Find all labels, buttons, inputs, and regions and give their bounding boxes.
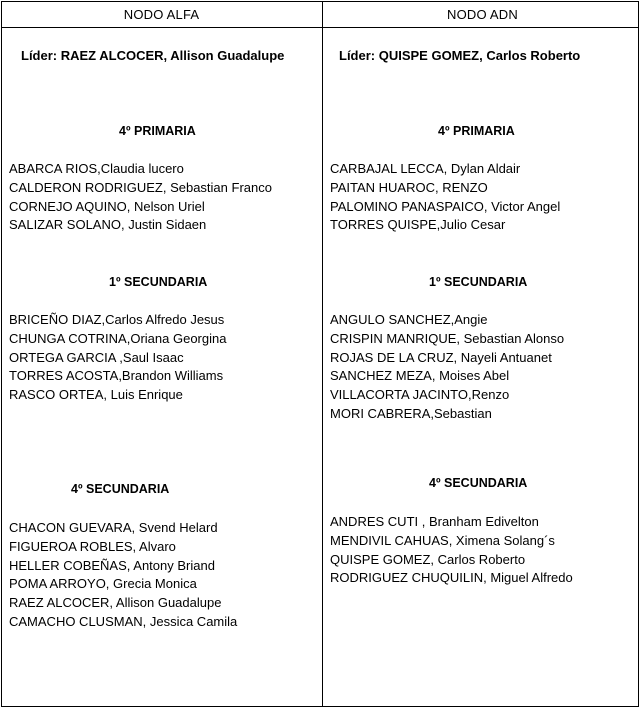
list-item: ANDRES CUTI , Branham Edivelton <box>330 514 539 529</box>
list-item: SANCHEZ MEZA, Moises Abel <box>330 368 510 384</box>
list-item: ANGULO SANCHEZ,Angie <box>330 312 488 327</box>
section-title: 1º SECUNDARIA <box>429 275 528 289</box>
student-list <box>9 160 272 235</box>
list-item: POMA ARROYO, Grecia Monica <box>9 576 197 592</box>
list-item: CRISPIN MANRIQUE, Sebastian Alonso <box>330 330 565 346</box>
column-header: NODO ADN <box>447 7 518 22</box>
list-item: CAMACHO CLUSMAN, Jessica Camila <box>9 613 238 629</box>
list-item: CALDERON RODRIGUEZ, Sebastian Franco <box>9 179 272 195</box>
leader-label: Líder: QUISPE GOMEZ, Carlos Roberto <box>339 48 581 63</box>
list-item: RASCO ORTEA, Luis Enrique <box>9 387 183 403</box>
leader-label: Líder: RAEZ ALCOCER, Allison Guadalupe <box>21 48 285 63</box>
section-title: 4º PRIMARIA <box>119 124 196 138</box>
list-item: PALOMINO PANASPAICO, Victor Angel <box>330 198 561 214</box>
section-title: 1º SECUNDARIA <box>109 275 208 289</box>
student-list <box>330 311 564 424</box>
list-item: CORNEJO AQUINO, Nelson Uriel <box>9 198 205 214</box>
list-item: CARBAJAL LECCA, Dylan Aldair <box>330 161 521 176</box>
list-item: ABARCA RIOS,Claudia lucero <box>9 161 184 176</box>
list-item: ORTEGA GARCIA ,Saul Isaac <box>9 349 184 365</box>
student-list <box>330 513 573 588</box>
list-item: PAITAN HUAROC, RENZO <box>330 179 488 195</box>
column-nodo-alfa <box>2 2 321 706</box>
column-nodo-adn <box>323 2 642 706</box>
list-item: CHACON GUEVARA, Svend Helard <box>9 520 218 535</box>
list-item: RAEZ ALCOCER, Allison Guadalupe <box>9 595 222 611</box>
list-item: RODRIGUEZ CHUQUILIN, Miguel Alfredo <box>330 570 573 586</box>
list-item: ROJAS DE LA CRUZ, Nayeli Antuanet <box>330 349 552 365</box>
list-item: QUISPE GOMEZ, Carlos Roberto <box>330 551 526 567</box>
list-item: CHUNGA COTRINA,Oriana Georgina <box>9 330 227 346</box>
list-item: FIGUEROA ROBLES, Alvaro <box>9 538 176 554</box>
list-item: BRICEÑO DIAZ,Carlos Alfredo Jesus <box>9 312 225 327</box>
student-list <box>330 160 560 235</box>
nodes-table <box>1 1 639 707</box>
list-item: SALIZAR SOLANO, Justin Sidaen <box>9 217 207 233</box>
list-item: MORI CABRERA,Sebastian <box>330 405 492 421</box>
list-item: TORRES QUISPE,Julio Cesar <box>330 217 506 233</box>
column-header: NODO ALFA <box>123 7 200 22</box>
section-title: 4º PRIMARIA <box>438 124 515 138</box>
list-item: MENDIVIL CAHUAS, Ximena Solang´s <box>330 532 555 548</box>
list-item: TORRES ACOSTA,Brandon Williams <box>9 368 224 384</box>
section-title: 4º SECUNDARIA <box>71 482 170 496</box>
section-title: 4º SECUNDARIA <box>429 476 528 490</box>
student-list <box>9 311 226 405</box>
list-item: HELLER COBEÑAS, Antony Briand <box>9 557 215 573</box>
list-item: VILLACORTA JACINTO,Renzo <box>330 387 510 403</box>
student-list <box>9 519 237 632</box>
